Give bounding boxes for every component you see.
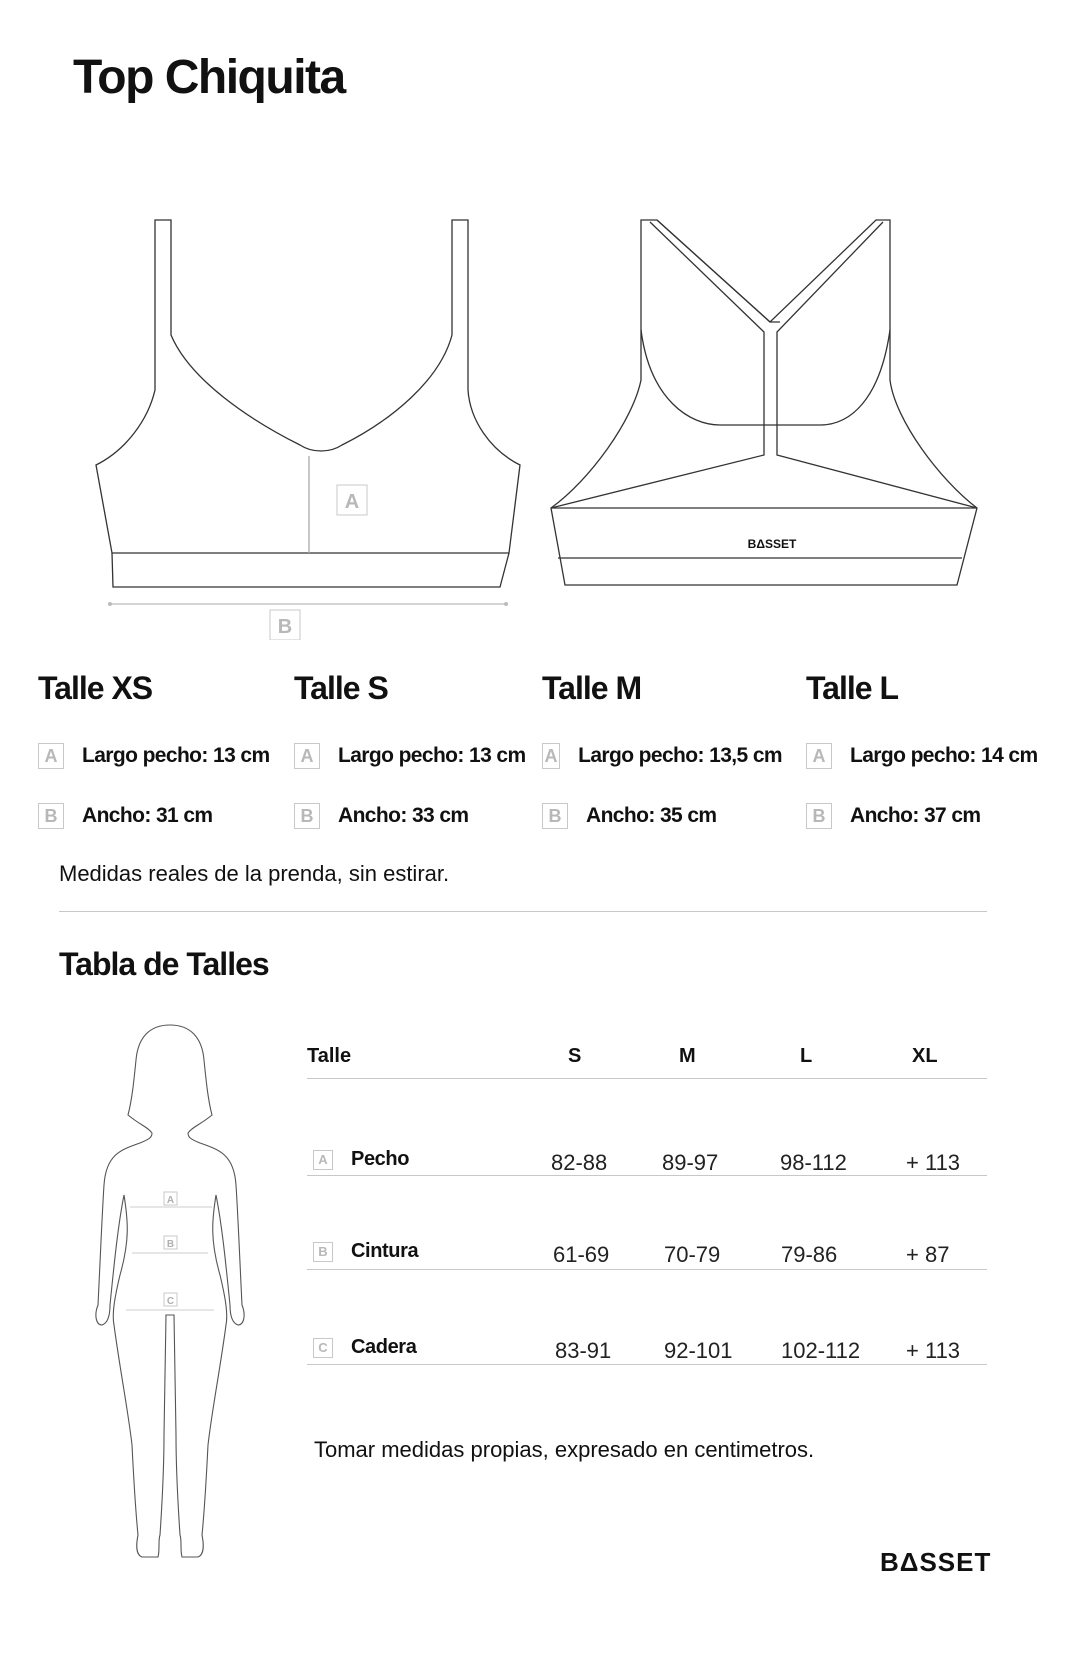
table-cell: + 113: [906, 1150, 961, 1175]
page-title: Top Chiquita: [73, 51, 345, 104]
back-logo: BΔSSET: [747, 537, 797, 551]
front-band: [112, 553, 509, 587]
divider: [59, 911, 987, 912]
letter-box: A: [313, 1150, 333, 1170]
measure-text: Ancho: 33 cm: [338, 804, 469, 827]
measure-text: Largo pecho: 13,5 cm: [578, 744, 782, 767]
row-name: Cadera: [351, 1336, 417, 1358]
letter-box: B: [313, 1242, 333, 1262]
measure-text: Largo pecho: 14 cm: [850, 744, 1038, 767]
row-label: [313, 1148, 409, 1171]
table-cell: 98-112: [780, 1150, 847, 1175]
table-cell: + 113: [906, 1338, 961, 1363]
letter-box: B: [806, 803, 832, 829]
table-cell: 79-86: [781, 1242, 838, 1267]
body-label-b: [164, 1236, 177, 1250]
table-cell: + 87: [906, 1242, 950, 1267]
table-header-line: [307, 1078, 987, 1079]
svg-text:A: A: [166, 1195, 175, 1206]
measure-b: [38, 801, 278, 831]
size-heading: Talle L: [806, 670, 898, 706]
size-column-m: [542, 670, 782, 861]
size-column-xs: [38, 670, 278, 861]
measure-text: Largo pecho: 13 cm: [338, 744, 526, 767]
letter-box: A: [294, 743, 320, 769]
measure-a: [542, 741, 782, 771]
letter-box: A: [806, 743, 832, 769]
table-cell: 83-91: [555, 1338, 612, 1363]
size-column-s: [294, 670, 534, 861]
table-cell: 102-112: [781, 1338, 861, 1363]
row-line: [307, 1364, 987, 1365]
header-l: L: [800, 1045, 813, 1067]
letter-box: A: [542, 743, 560, 769]
garment-note: Medidas reales de la prenda, sin estirar.: [59, 861, 450, 886]
measure-a: [294, 741, 534, 771]
measure-a: [38, 741, 278, 771]
label-b-box: [270, 610, 300, 640]
label-b: B: [277, 616, 293, 638]
table-cell: 61-69: [553, 1242, 610, 1267]
table-cell: 89-97: [662, 1150, 719, 1175]
measure-b: [806, 801, 1046, 831]
letter-box: B: [542, 803, 568, 829]
front-view-outline: [96, 220, 520, 553]
measure-text: Ancho: 31 cm: [82, 804, 213, 827]
row-line: [307, 1175, 987, 1176]
svg-text:C: C: [166, 1296, 175, 1307]
body-label-c: [164, 1293, 177, 1307]
table-note: Tomar medidas propias, expresado en centimetros.: [314, 1437, 815, 1462]
header-m: M: [679, 1045, 696, 1067]
body-label-a: [164, 1192, 177, 1206]
label-a-box: [337, 485, 367, 515]
header-s: S: [568, 1045, 582, 1067]
size-heading: Talle S: [294, 670, 388, 706]
svg-text:B: B: [166, 1239, 175, 1250]
measure-b: [542, 801, 782, 831]
letter-box: B: [38, 803, 64, 829]
size-column-l: [806, 670, 1046, 861]
row-name: Pecho: [351, 1148, 410, 1170]
header-talle: Talle: [307, 1045, 352, 1067]
body-silhouette: [80, 1015, 260, 1575]
row-line: [307, 1269, 987, 1270]
row-label: [313, 1240, 418, 1263]
label-a: A: [344, 491, 360, 513]
table-cell: 70-79: [664, 1242, 721, 1267]
row-name: Cintura: [351, 1240, 419, 1262]
brand-logo: BΔSSET: [880, 1547, 992, 1577]
table-cell: 92-101: [664, 1338, 733, 1363]
measure-b: [294, 801, 534, 831]
measure-text: Ancho: 37 cm: [850, 804, 981, 827]
header-xl: XL: [912, 1045, 938, 1067]
letter-box: A: [38, 743, 64, 769]
row-label: [313, 1336, 416, 1359]
measure-text: Ancho: 35 cm: [586, 804, 717, 827]
size-heading: Talle M: [542, 670, 642, 706]
size-table-title: Tabla de Talles: [59, 946, 269, 982]
size-heading: Talle XS: [38, 670, 153, 706]
letter-box: C: [313, 1338, 333, 1358]
letter-box: B: [294, 803, 320, 829]
garment-drawing: [0, 200, 1080, 640]
measure-text: Largo pecho: 13 cm: [82, 744, 270, 767]
table-cell: 82-88: [551, 1150, 608, 1175]
measure-a: [806, 741, 1046, 771]
